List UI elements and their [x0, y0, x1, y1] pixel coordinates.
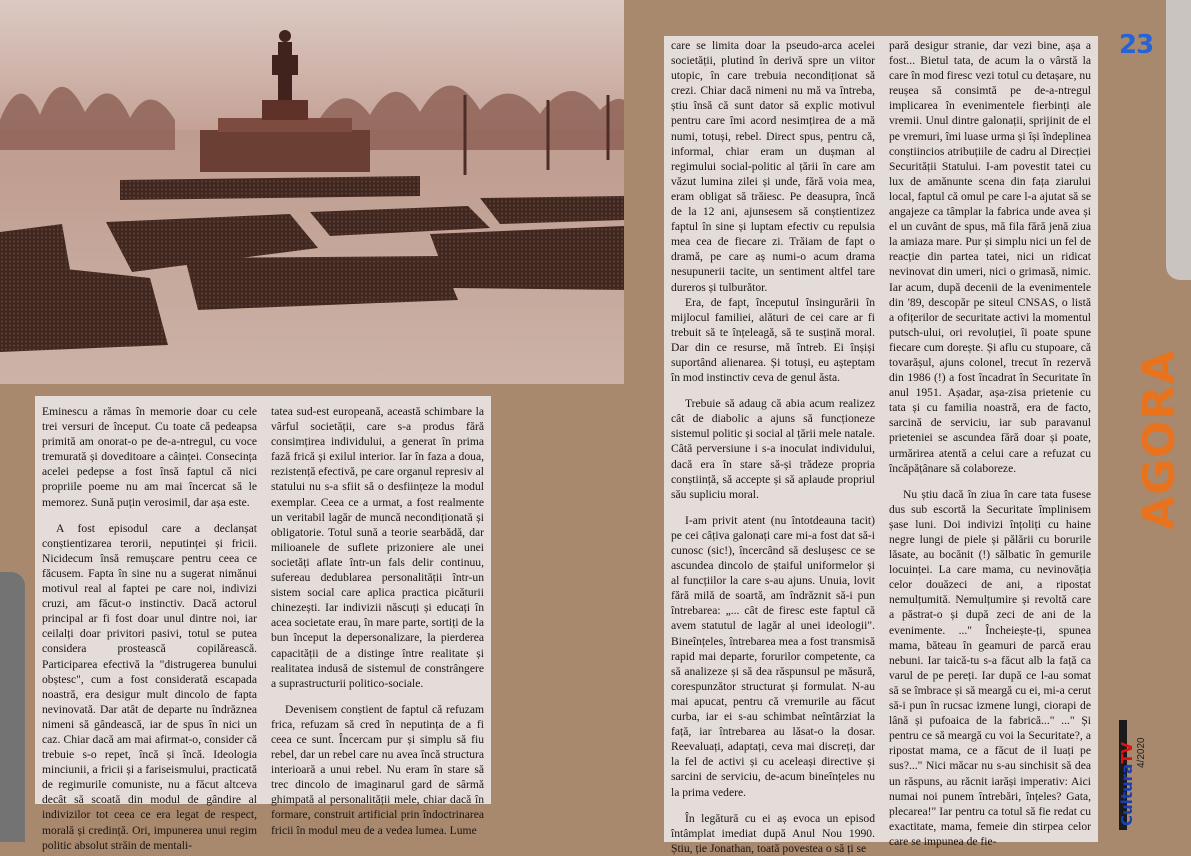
- paragraph: pară desigur stranie, dar vezi bine, așa a fost... Bietul tata, de acum la o vârstă la care în mod firesc vezi totul cu detașare, nu reușea să consimtă pe de-a-ntregul implicarea în evenimentele fierbinți ale vremii. Unul dintre galonații, sprijinit de el pe vremuri, îmi luase urma și își îndeplinea conștiincios atribuțiile de cadru al Direcției Securității Statului. I-am povestit tatei cu lux de amănunte scena din fața ziarului local, faptul că omul pe care l-a ajutat să se angajeze ca tâmplar la fabrica unde avea și el un cuvânt de spus, mă fila fără jenă ziua la amiaza mare. Pur și simplu nici un fel de reacție din partea tatei, nici un ridicat nevinovat din umeri, nici o grimasă, nimic. Iar acum, după decenii de la evenimentele din '89, descopăr pe siteul CNSAS, o listă a ofițerilor de securitate activi la momentul putsch-ului, ori revoluției, îi poate spune fiecare cum dorește. Și aflu cu stupoare, că tovarășul, ajuns colonel, trecut în rezervă din 1986 (!) a fost încadrat în Securitate în anul 1951. Așadar, așa-zisa prietenie cu tata și cu familia noastră, era de facto, sarcină de serviciu, iar sub paravanul prieteniei se ascundea fără doar și poate, urmărirea atentă a celui care a refuzat cu încăpățânare să colaboreze.: [889, 39, 1091, 475]
- paragraph: În legătură cu ei aș evoca un episod întâmplat imediat după Anul Nou 1990. Știu, ție Jonathan, toată povestea o să ți se: [671, 811, 875, 855]
- page-number: 23: [1119, 30, 1154, 60]
- paragraph: I-am privit atent (nu întotdeauna tacit) pe cei câțiva galonați care mi-a fost dat să-i cunosc (sic!), încercând să deslușesc ce se ascundea dincolo de ștaiful uniformelor și al funcțiilor la care s-au ajuns. Unuia, lovit fără milă de soartă, am îndrăznit să-i pun întrebarea: „... cât de firesc este faptul că avem statutul de lagăr al unei ideologii". Bineînțeles, întrebarea mea a fost transmisă rapid mai departe, forurilor competente, ca să analizeze și să dea răspunsul pe măsură, corespunzător structurat și formulat. N-au mai apucat, pentru că vremurile au făcut curba, iar ei s-au schimbat neîntârziat la față, iar întrebarea au lăsat-o la dosar. Reevaluați, adaptați, ceva mai discreți, dar la fel de activi și cu aceleași directive și sarcini de serviciu, de-acum bineînțeles nu la prima vedere.: [671, 513, 875, 799]
- paragraph: Nu știu dacă în ziua în care tata fusese dus sub escortă la Securitate împlinisem șase luni. Doi indivizi înțoliți cu haine negre lungi de piele și pălării cu borurile lăsate, au bocănit (!) sălbatic în gemurile locuinței. La care mama, cu nevinovăția celor douăzeci de ani, a ripostat nemulțumită. Nemulțumire și revoltă care a păstrat-o și după zeci de ani de la evenimente. ..." Încheiește-ți, spunea mama, băteau în geamuri de parcă erau nebuni. Iar taică-tu s-a făcut alb la față ca varul de pe pereți. Iar după ce l-au somat să se îmbrace și să meargă cu ei, mi-a cerut să-i pun în rucsac izmene lungi, ciorapi de lână și pufoaica de la fabrică..." ..." Și pentru ce să meargă cu voi la Securitate?, a ripostat mama, ce a făcut de il luați pe sus?..." Nici măcar nu s-au sinchisit să dea un răspuns, au răcnit iarăși imperativ: Aici numai noi punem întrebări, înțeles? Gata, plecarea!" Iar pentru ca totul să fie redat cu exactitate, mama, femeie din stirpea celor care se impunea de fie-: [889, 487, 1091, 848]
- paragraph: A fost episodul care a declanșat conștientizarea terorii, neputinței și fricii. Nicidecum însă remușcare pentru ceea ce făcusem. Fapta în sine nu a sugerat nimănui motivul real al faptei pe care noi, indivizi cruzi, am făcut-o instinctiv. Dacă actorul principal ar fi fost doar unul dintre noi, iar ceilalți doar privitori pasivi, totul se putea considera prostească copilărească. Participarea efectivă la "distrugerea bunului obștesc", cum a fost considerată escapada noastră, era desigur mult dincolo de fapta nevinovată. Dar atât de departe nu îndrăznea nimeni să gândească, iar de spus în nici un caz. Chiar dacă am mai afirmat-o, consider că trebuie s-o repet, încă și încă. Ideologia minciunii, a fricii și a fariseismului, practicată de regimurile comuniste, nu a făcut altceva decât să scoată din modul de gândire al indivizilor tot ceea ce era legat de respect, morală și credință. Ori, impunerea unui regim politic absolut străin de mentali-: [42, 521, 257, 852]
- article-column-3: [664, 36, 882, 855]
- article-column-2: [264, 396, 491, 837]
- brand-tv: TV: [1118, 741, 1136, 764]
- paragraph: tatea sud-est europeană, această schimbare la vârful societății, care s-a produs fără consimțirea individului, a generat în prima fază frică și exilul interior. Iar în faza a doua, rezistență efectivă, pe care organul represiv al statului nu s-a sfiit să o desființeze la modul exemplar. Ceea ce a urmat, a fost realmente un veritabil lagăr de muncă necondiționată și obligatorie. Totul sună a teorie searbădă, dar milioanele de suflete prizoniere ale unei societăți aflate într-un fals delir continuu, sufereau dedublarea personalității într-un sistem social care aplica practica picăturii chinezești. Iar indivizii născuți și educați în acea societate erau, în mare parte, sortiți de la bun început la depersonalizare, la pierderea capacității de a distinge între realitate și realitatea indusă de sistemul de constrângere a suprastructurii politico-sociale.: [271, 405, 484, 690]
- parade-photo-illustration: [0, 0, 624, 384]
- paragraph: Eminescu a rămas în memorie doar cu cele trei versuri de început. Cu toate că pedeapsa primită am onorat-o pe de-a-ntregul, cu voce tremurată și doveditoare a câinței. Consecința acelei pedepse a fost însă faptul că nici propriile poeme nu am mai încercat să le memorez. Sună puțin verosimil, dar așa este.: [42, 405, 257, 509]
- paragraph: Era, de fapt, începutul însingurării în mijlocul familiei, alături de cei care ar fi trebuit să te înțeleagă, să te susțină moral. Dar din ce resurse, mă întreb. Ei înșiși suportând alienarea. Și totuși, eu așteptam în mod instinctiv ceva de genul ăsta.: [671, 295, 875, 385]
- paragraph: Trebuie să adaug că abia acum realizez cât de diabolic a ajuns să funcționeze sistemul politic și social al țării mele natale. Câtă perversiune i s-a inoculat individului, dacă era în stare să-și trădeze propria conștiință, să accepte și să aplaude propriul său supliciu moral.: [671, 397, 875, 501]
- right-edge-tab: [1166, 0, 1191, 280]
- brand-main: Cultura: [1118, 763, 1136, 826]
- article-column-4: [882, 36, 1098, 848]
- issue-number: 4/2020: [1136, 737, 1147, 768]
- paragraph: Devenisem conștient de faptul că refuzam frica, refuzam să cred în neputința de a fi ceea ce sunt. Încercam pur și simplu să fiu rebel, dar un rebel care nu avea încă structura interioară a unui rebel. Nu eram în stare să trec dincolo de imaginarul gard de sârmă ghimpată al personalității mele, chiar dacă în formare, construit artificial prin îndoctrinarea fricii în modul meu de a vedea lumea. Lume: [271, 702, 484, 837]
- paragraph: care se limita doar la pseudo-arca acelei societății, plutind în derivă spre un viitor utopic, în care trebuia necondiționat să crezi. Chiar dacă nimeni nu mă va întreba, știu însă că sunt dator să explic motivul pentru care îmi acord nesimțirea de a mă numi, totuși, rebel. Direct spus, pentru că, informal, chiar eram un dușman al regimului social-politic al țării în care am văzut lumina zilei și unde, fără voia mea, eram obligat să trăiesc. Pe deasupra, încă de la 12 ani, ajunsesem să conștientizez faptul în sine și luptam efectiv cu repulsia mea cea de fiecare zi. Trăiam de fapt o dramă, pe care aș numi-o acum drama nesupunerii tacite, un sentiment altfel tare dureros și tulburător.: [671, 39, 875, 294]
- left-edge-tab: [0, 572, 25, 842]
- brand-logo: [1118, 742, 1136, 826]
- article-column-1: [35, 396, 264, 852]
- archival-photo: [0, 0, 624, 384]
- section-title: AGORA: [1134, 349, 1185, 530]
